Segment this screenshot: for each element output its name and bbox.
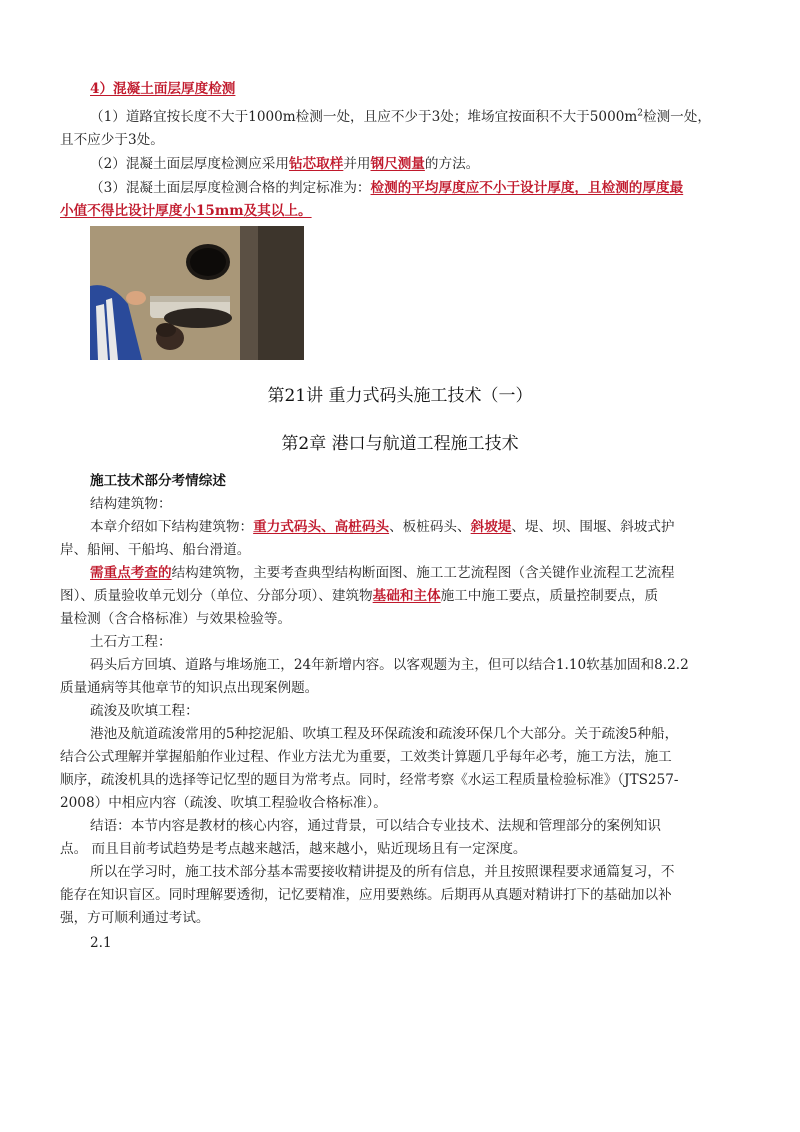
focus-line-2: 图）、质量验收单元划分（单位、分部分项）、建筑物基础和主体施工中施工要点，质量控制要点，质 — [60, 588, 659, 604]
highlight-gravity-wharf: 重力式码头、高桩码头 — [253, 519, 390, 535]
highlight-steel-ruler: 钢尺测量 — [370, 156, 425, 172]
dredging-line-1: 港池及航道疏浚常用的5种挖泥船、吹填工程及环保疏浚和疏浚环保几个大部分。关于疏浚5种船， — [90, 726, 679, 742]
section-heading-thickness-check: 4）混凝土面层厚度检测 — [90, 81, 236, 97]
dredging-heading: 疏浚及吹填工程： — [90, 703, 199, 719]
focus-line-1: 需重点考查的结构建筑物，主要考查典型结构断面图、施工工艺流程图（含关键作业流程工艺流程 — [90, 565, 675, 581]
paragraph-1-line-1: （1）道路宜按长度不大于1000m检测一处，且应不少于3处；堆场宜按面积不大于$5000m^2$检测一处， — [90, 108, 711, 125]
dredging-line-4: 2008）中相应内容（疏浚、吹填工程验收合格标准）。 — [60, 795, 387, 811]
paragraph-2: （2）混凝土面层厚度检测应采用钻芯取样并用钢尺测量的方法。 — [90, 156, 480, 172]
chapter-title: 第2章 港口与航道工程施工技术 — [281, 434, 519, 454]
earthwork-heading: 土石方工程： — [90, 634, 172, 650]
advice-line-1: 所以在学习时，施工技术部分基本需要接收精讲提及的所有信息，并且按照课程要求通篇复习，不 — [90, 864, 675, 880]
highlight-criteria-1: 检测的平均厚度应不小于设计厚度，且检测的厚度最 — [370, 180, 684, 196]
earthwork-line-2: 质量通病等其他章节的知识点出现案例题。 — [60, 680, 319, 696]
structures-heading: 结构建筑物： — [90, 496, 172, 512]
conclusion-line-2: 点。 而且目前考试趋势是考点越来越活，越来越小，贴近现场且有一定深度。 — [60, 841, 527, 857]
highlight-slope-breakwater: 斜坡堤 — [470, 519, 512, 535]
thickness-measurement-photo — [90, 226, 304, 360]
photo-illustration — [90, 226, 304, 360]
conclusion-line-1: 结语：本节内容是教材的核心内容，通过背景，可以结合专业技术、法规和管理部分的案例知识 — [90, 818, 661, 834]
advice-line-2: 能存在知识盲区。同时理解要透彻，记忆要精准，应用要熟练。后期再从真题对精讲打下的基础加以补 — [60, 887, 672, 903]
highlight-key-focus: 需重点考查的 — [90, 565, 172, 581]
lecture-title: 第21讲 重力式码头施工技术（一） — [267, 386, 533, 406]
overview-heading: 施工技术部分考情综述 — [90, 473, 226, 489]
dredging-line-2: 结合公式理解并掌握船舶作业过程、作业方法尤为重要，工效类计算题几乎每年必考，施工方法，施工 — [60, 749, 672, 765]
highlight-criteria-2: 小值不得比设计厚度小15mm及其以上。 — [60, 203, 312, 219]
highlight-core-sampling: 钻芯取样 — [288, 156, 344, 172]
dredging-line-3: 顺序，疏浚机具的选择等记忆型的题目为常考点。同时，经常考察《水运工程质量检验标准》（JTS257- — [60, 772, 679, 788]
advice-line-3: 强，方可顺利通过考试。 — [60, 910, 210, 926]
highlight-foundation-body: 基础和主体 — [372, 588, 441, 604]
paragraph-1-line-2: 且不应少于3处。 — [60, 132, 164, 148]
paragraph-3-line-1: （3）混凝土面层厚度检测合格的判定标准为：检测的平均厚度应不小于设计厚度，且检测的厚度最 — [90, 180, 684, 196]
structures-line-1: 本章介绍如下结构建筑物：重力式码头、高桩码头、板桩码头、斜坡堤、堤、坝、围堰、斜坡式护 — [90, 519, 675, 535]
section-number: 2.1 — [90, 935, 112, 951]
focus-line-3: 量检测（含合格标准）与效果检验等。 — [60, 611, 292, 627]
structures-line-2: 岸、船闸、干船坞、船台滑道。 — [60, 542, 251, 558]
earthwork-line-1: 码头后方回填、道路与堆场施工，24年新增内容。以客观题为主，但可以结合1.10软基加固和8.2.2 — [90, 657, 689, 673]
